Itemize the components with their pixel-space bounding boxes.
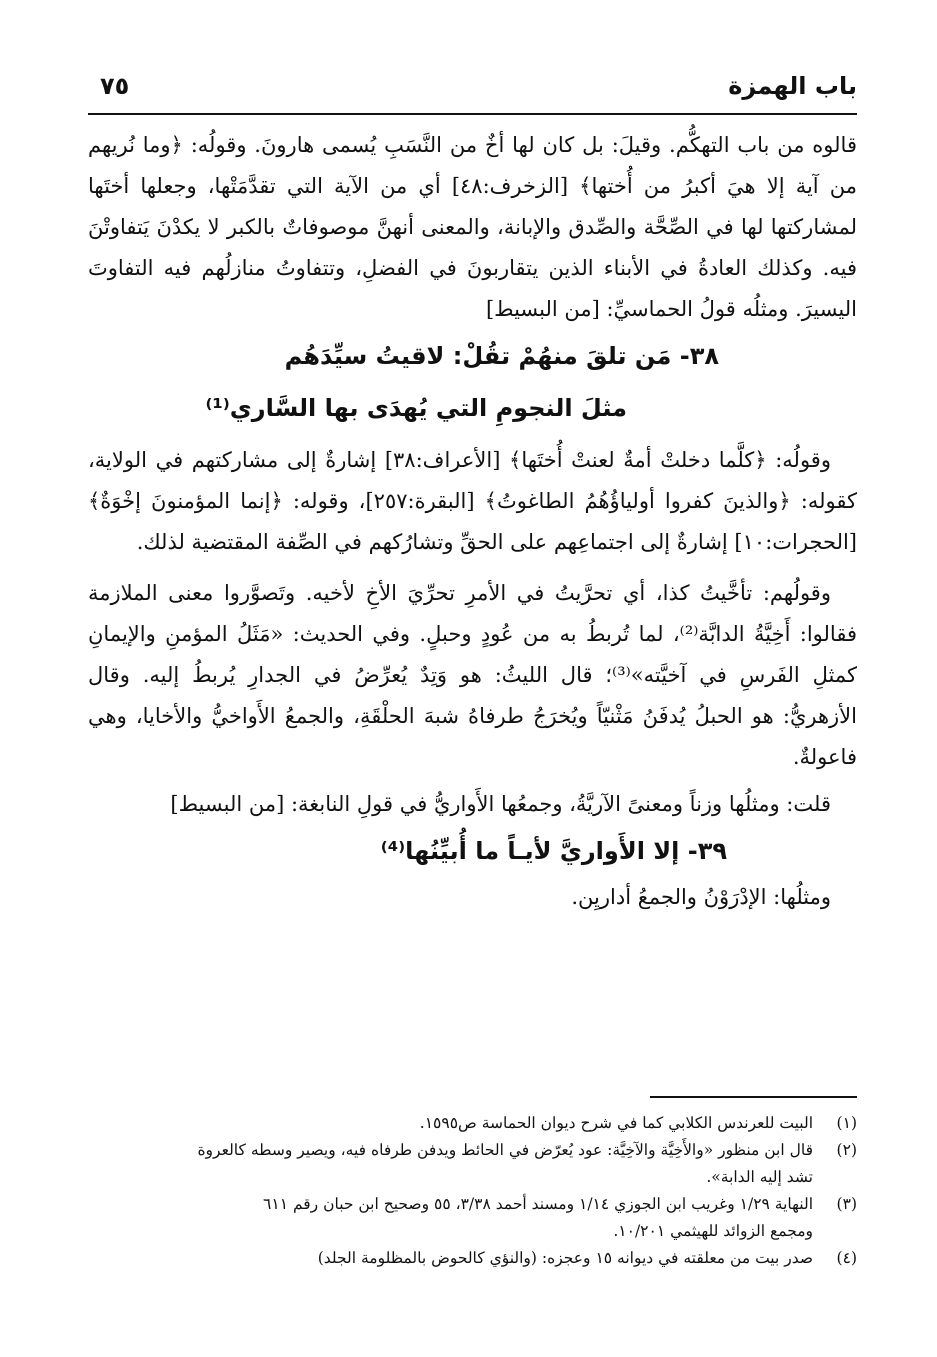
footnote-1 bbox=[88, 1110, 857, 1137]
verse-38-first-hemistich: ٣٨- مَن تلقَ منهُمْ تقُلْ: لاقيتُ سيِّدَهُم bbox=[284, 342, 719, 370]
paragraph-5: ومثلُها: الإدْرَوْنُ والجمعُ أداريِن. bbox=[571, 885, 831, 909]
footnote-text: قال ابن منظور «والأَخِيَّة والآخِيَّة: عود يُعرّض في الحائط ويدفن طرفاه فيه، ويصير وسطه كالعروة bbox=[197, 1141, 813, 1159]
footnotes bbox=[88, 1110, 857, 1272]
footnote-text: البيت للعرندس الكلابي كما في شرح ديوان الحماسة ص١٥٩٥. bbox=[419, 1114, 813, 1132]
footnote-3-continuation: ومجمع الزوائد للهيثمي ١٠/٢٠١. bbox=[613, 1222, 813, 1240]
footnote-text: صدر بيت من معلقته في ديوانه ١٥ وعجزه: (والنؤي كالحوض بالمظلومة الجلد) bbox=[317, 1249, 813, 1267]
footnote-4 bbox=[88, 1245, 857, 1272]
verse-39: ٣٩- إلا الأَواريَّ لأيـاً ما أُبيِّنُها⁽⁴⁾ bbox=[380, 837, 727, 865]
footnote-number: (١) bbox=[836, 1114, 857, 1132]
footnote-number: (٤) bbox=[836, 1249, 857, 1267]
chapter-title: باب الهمزة bbox=[728, 72, 857, 100]
spacer bbox=[88, 563, 857, 573]
paragraph-4: قلت: ومثلُها وزناً ومعنىً الآريَّةُ، وجمعُها الأَواريُّ في قولِ النابغة: [من البسيط] bbox=[170, 792, 831, 816]
header-rule bbox=[88, 113, 857, 115]
paragraph-2: وقولُه: ﴿كلَّما دخلتْ أمةٌ لعنتْ أُختَها﴾ [الأعراف:٣٨] إشارةٌ إلى مشاركتهم في الولاية، كقوله: ﴿والذينَ كفروا أولياؤُهُمُ الطاغوتُ﴾ [البقرة:٢٥٧]، وقوله: ﴿إنما المؤمنونَ إخْوَةٌ﴾ [الحجرات:١٠] إشارةٌ إلى اجتماعِهم على الحقِّ وتشارُكهم في الصِّفة المقتضية لذلك. bbox=[88, 448, 857, 554]
footnote-3 bbox=[88, 1191, 857, 1218]
page-number: ٧٥ bbox=[100, 72, 130, 100]
footnote-2-continuation: تشد إليه الدابة». bbox=[706, 1168, 813, 1186]
paragraph-3: وقولُهم: تأخَّيتُ كذا، أي تحرَّيتُ في الأمرِ تحرِّيَ الأخِ لأخيه. وتَصوَّروا معنى الملازمة فقالوا: أَخِيَّةُ الدابَّة⁽²⁾، لما تُربطُ به من عُودٍ وحبلٍ. وفي الحديث: «مَثَلُ المؤمنِ والإيمانِ كمثلِ الفَرسِ في آخيَّته»⁽³⁾؛ قال الليثُ: هو وَتِدٌ يُعرِّضُ في الجدارِ يُربطُ إليه. وقال الأزهريُّ: هو الحبلُ يُدفَنُ مَثْنيّاً ويُخرَجُ طرفاهُ شبهَ الحلْقَةِ، والجمعُ الأَواخيُّ والأخايا، وهي فاعولةٌ. bbox=[88, 581, 858, 769]
footnote-number: (٣) bbox=[836, 1195, 857, 1213]
footnote-text: النهاية ١/٢٩ وغريب ابن الجوزي ١/١٤ ومسند أحمد ٣/٣٨، ٥٥ وصحيح ابن حبان رقم ٦١١ bbox=[263, 1195, 813, 1213]
main-text bbox=[88, 125, 857, 918]
footnote-separator bbox=[650, 1096, 857, 1098]
footnote-2 bbox=[88, 1137, 857, 1164]
footnote-number: (٢) bbox=[836, 1141, 857, 1159]
running-header bbox=[88, 70, 857, 110]
paragraph-1: قالوه من باب التهكُّم. وقيلَ: بل كان لها أخٌ من النَّسَبِ يُسمى هارونَ. وقولُه: ﴿وما نُريهم من آية إلا هيَ أكبرُ من أُختها﴾ [الزخرف:٤٨] أي من الآية التي تقدَّمَتْها، وجعلها أختَها لمشاركتها لها في الصِّحَّة والصِّدق والإبانة، والمعنى أنهنَّ موصوفاتٌ بالكبر لا يكدْنَ يَتفاوتْنَ فيه. وكذلك العادةُ في الأبناء الذين يتقاربونَ في الفضلِ، وتتفاوتُ منازلُهم فيه التفاوتَ اليسيرَ. ومثلُه قولُ الحماسيِّ: [من البسيط] bbox=[88, 133, 857, 321]
verse-38-second-hemistich: مثلَ النجومِ التي يُهدَى بها السَّاري⁽¹⁾ bbox=[205, 394, 627, 422]
